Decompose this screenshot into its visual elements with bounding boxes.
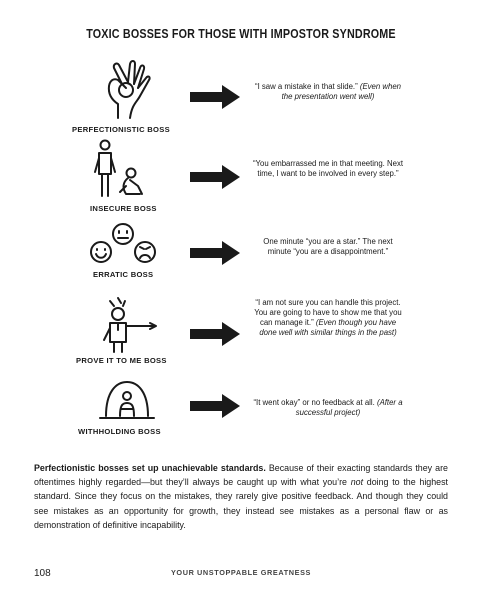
pointing-person-icon xyxy=(96,296,162,354)
arrow-right-icon xyxy=(190,85,240,109)
ok-hand-icon xyxy=(100,58,156,122)
arrow-right-icon xyxy=(190,394,240,418)
paragraph-lead: Perfectionistic bosses set up unachievable standards. xyxy=(34,463,266,473)
boss-label: WITHHOLDING BOSS xyxy=(78,427,161,436)
page-number: 108 xyxy=(34,568,51,579)
page-title: TOXIC BOSSES FOR THOSE WITH IMPOSTOR SYNDROME xyxy=(86,27,396,41)
paragraph-text: doing to the highest standard. Since they focus on the mistakes, they rarely give positive feedback. And though they could see mistakes as an opportunity for growth, they instead see mistakes as a personal flaw or as demonstration of definitive incapability. xyxy=(34,477,448,530)
boss-quote: “I am not sure you can handle this project. You are going to have to show me that you can manage it.” (Even though you have done well with similar things in the past) xyxy=(254,298,402,337)
boss-under-glass-dome-icon xyxy=(98,378,156,424)
standing-and-kneeling-figures-icon xyxy=(92,138,148,200)
boss-label: PERFECTIONISTIC BOSS xyxy=(72,125,170,134)
boss-label: INSECURE BOSS xyxy=(90,204,157,213)
body-paragraph xyxy=(34,461,448,532)
arrow-right-icon xyxy=(190,165,240,189)
boss-label: PROVE IT TO ME BOSS xyxy=(76,356,167,365)
boss-quote: One minute “you are a star.” The next minute “you are a disappointment.” xyxy=(263,237,393,256)
boss-quote: “I saw a mistake in that slide.” (Even when the presentation went well) xyxy=(254,82,402,101)
paragraph-emphasis: not xyxy=(350,477,364,488)
boss-quote: “It went okay” or no feedback at all. (After a successful project) xyxy=(253,398,403,417)
arrow-right-icon xyxy=(190,241,240,265)
arrow-right-icon xyxy=(190,322,240,346)
boss-label: ERRATIC BOSS xyxy=(93,270,154,279)
running-footer-title: YOUR UNSTOPPABLE GREATNESS xyxy=(170,568,312,577)
mood-faces-icon xyxy=(88,222,158,266)
boss-quote: “You embarrassed me in that meeting. Next time, I want to be involved in every step.” xyxy=(252,159,404,178)
paragraph-text: Because of their exacting standards they are oftentimes highly regarded—but they’ll always be caught up with what you’re xyxy=(34,463,448,488)
